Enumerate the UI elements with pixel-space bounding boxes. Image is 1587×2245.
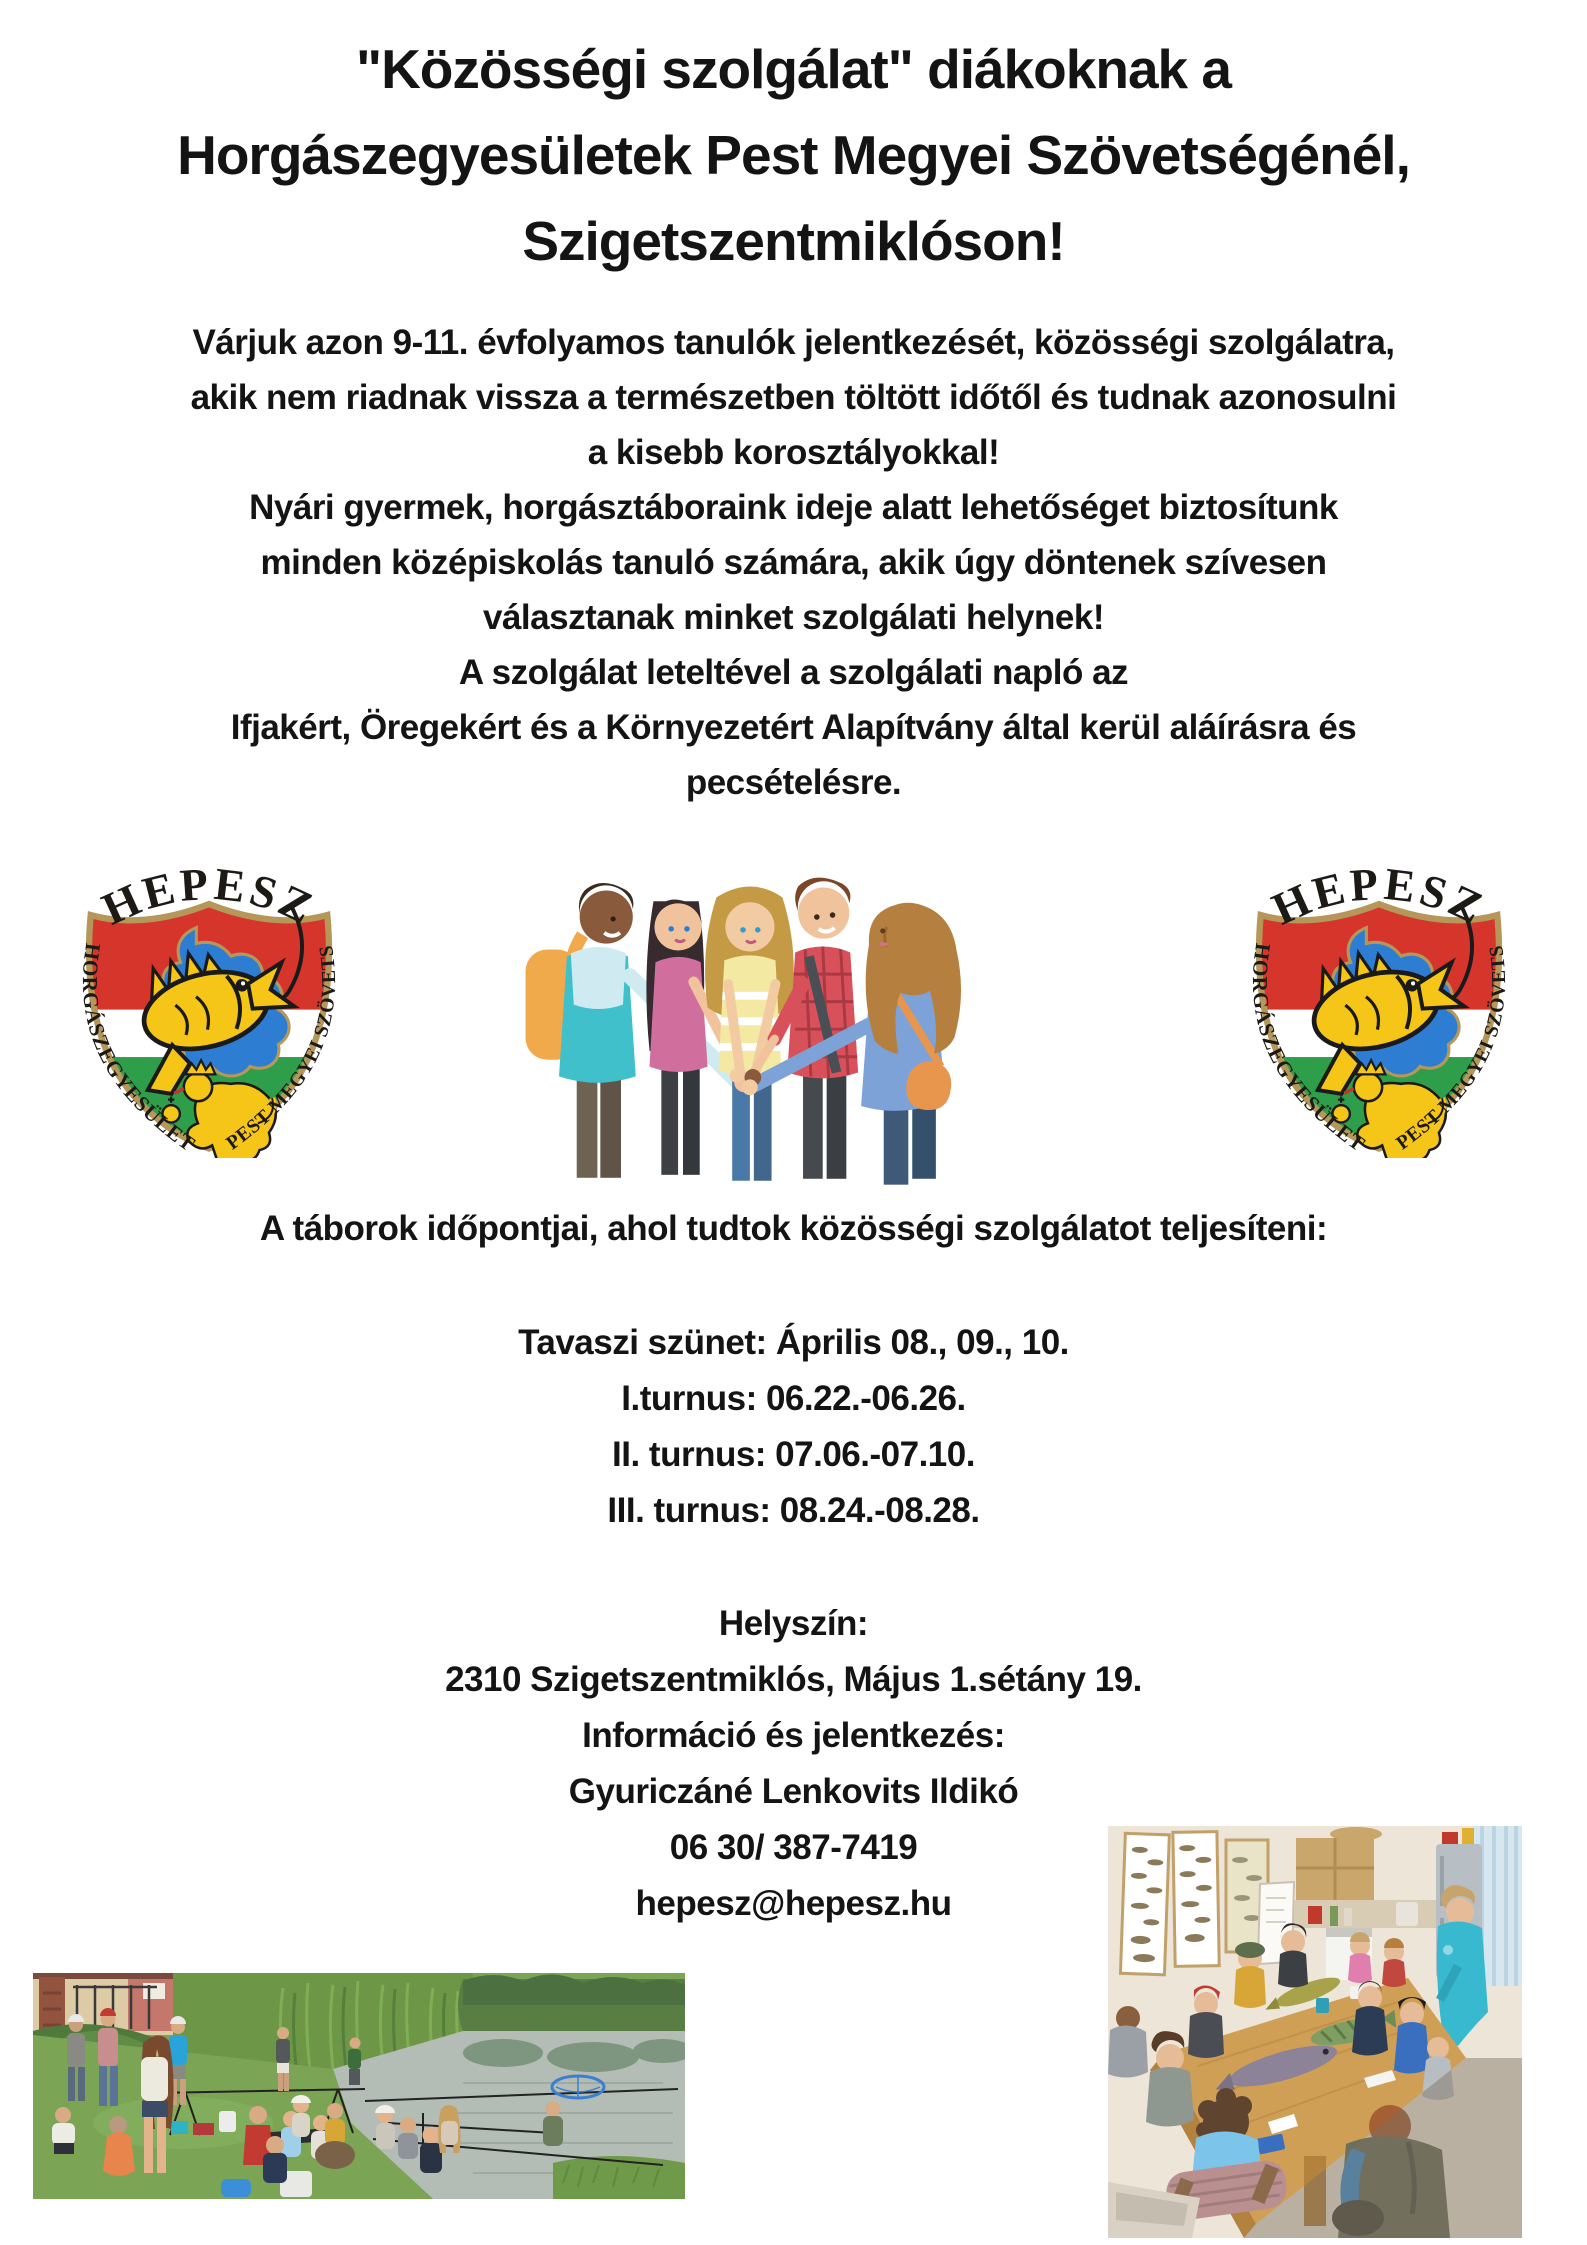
hepesz-logo-right — [1218, 852, 1540, 1158]
fishing-camp-outdoor-photo — [33, 1973, 685, 2199]
intro-line: Ifjakért, Öregekért és a Környezetért Alapítvány által kerül aláírásra és — [230, 708, 1357, 747]
hepesz-logo-left — [48, 852, 370, 1158]
title-line-1: "Közösségi szolgálat" diákoknak a — [356, 38, 1231, 100]
intro-line: minden középiskolás tanuló számára, akik úgy döntenek szívesen — [260, 543, 1327, 582]
intro-paragraph — [0, 315, 1587, 810]
camp-session: III. turnus: 08.24.-08.28. — [607, 1491, 980, 1530]
intro-line: A szolgálat leteltével a szolgálati napló az — [458, 653, 1129, 692]
camp-dates-heading: A táborok időpontjai, ahol tudtok közösségi szolgálatot teljesíteni: — [259, 1209, 1328, 1248]
contact-phone: 06 30/ 387-7419 — [669, 1828, 918, 1867]
camp-indoor-table-photo — [1108, 1826, 1522, 2238]
title-line-2: Horgászegyesületek Pest Megyei Szövetségénél, — [177, 124, 1410, 186]
intro-line: Várjuk azon 9-11. évfolyamos tanulók jelentkezését, közösségi szolgálatra, — [192, 323, 1395, 362]
teen-boy-backpack — [526, 883, 739, 1178]
location-label: Helyszín: — [718, 1604, 869, 1643]
camp-sessions-list — [0, 1315, 1587, 1539]
intro-line: választanak minket szolgálati helynek! — [483, 598, 1104, 637]
intro-line: pecsételésre. — [685, 763, 902, 802]
camp-dates-section — [0, 1205, 1587, 1539]
camp-session: I.turnus: 06.22.-06.26. — [621, 1379, 966, 1418]
intro-line: a kisebb korosztályokkal! — [587, 433, 1000, 472]
contact-name: Gyuriczáné Lenkovits Ildikó — [568, 1772, 1019, 1811]
intro-line: Nyári gyermek, horgásztáboraink ideje alatt lehetőséget biztosítunk — [249, 488, 1338, 527]
camp-session: Tavaszi szünet: Április 08., 09., 10. — [518, 1323, 1069, 1362]
title-line-3: Szigetszentmiklóson! — [522, 210, 1065, 272]
info-label: Információ és jelentkezés: — [582, 1716, 1005, 1755]
title-block — [0, 26, 1587, 284]
intro-line: akik nem riadnak vissza a természetben töltött időtől és tudnak azonosulni — [190, 378, 1397, 417]
address-text: 2310 Szigetszentmiklós, Május 1.sétány 19. — [445, 1660, 1142, 1699]
teens-hands-together-illustration — [498, 836, 990, 1186]
camp-session: II. turnus: 07.06.-07.10. — [612, 1435, 975, 1474]
contact-email: hepesz@hepesz.hu — [635, 1884, 952, 1923]
